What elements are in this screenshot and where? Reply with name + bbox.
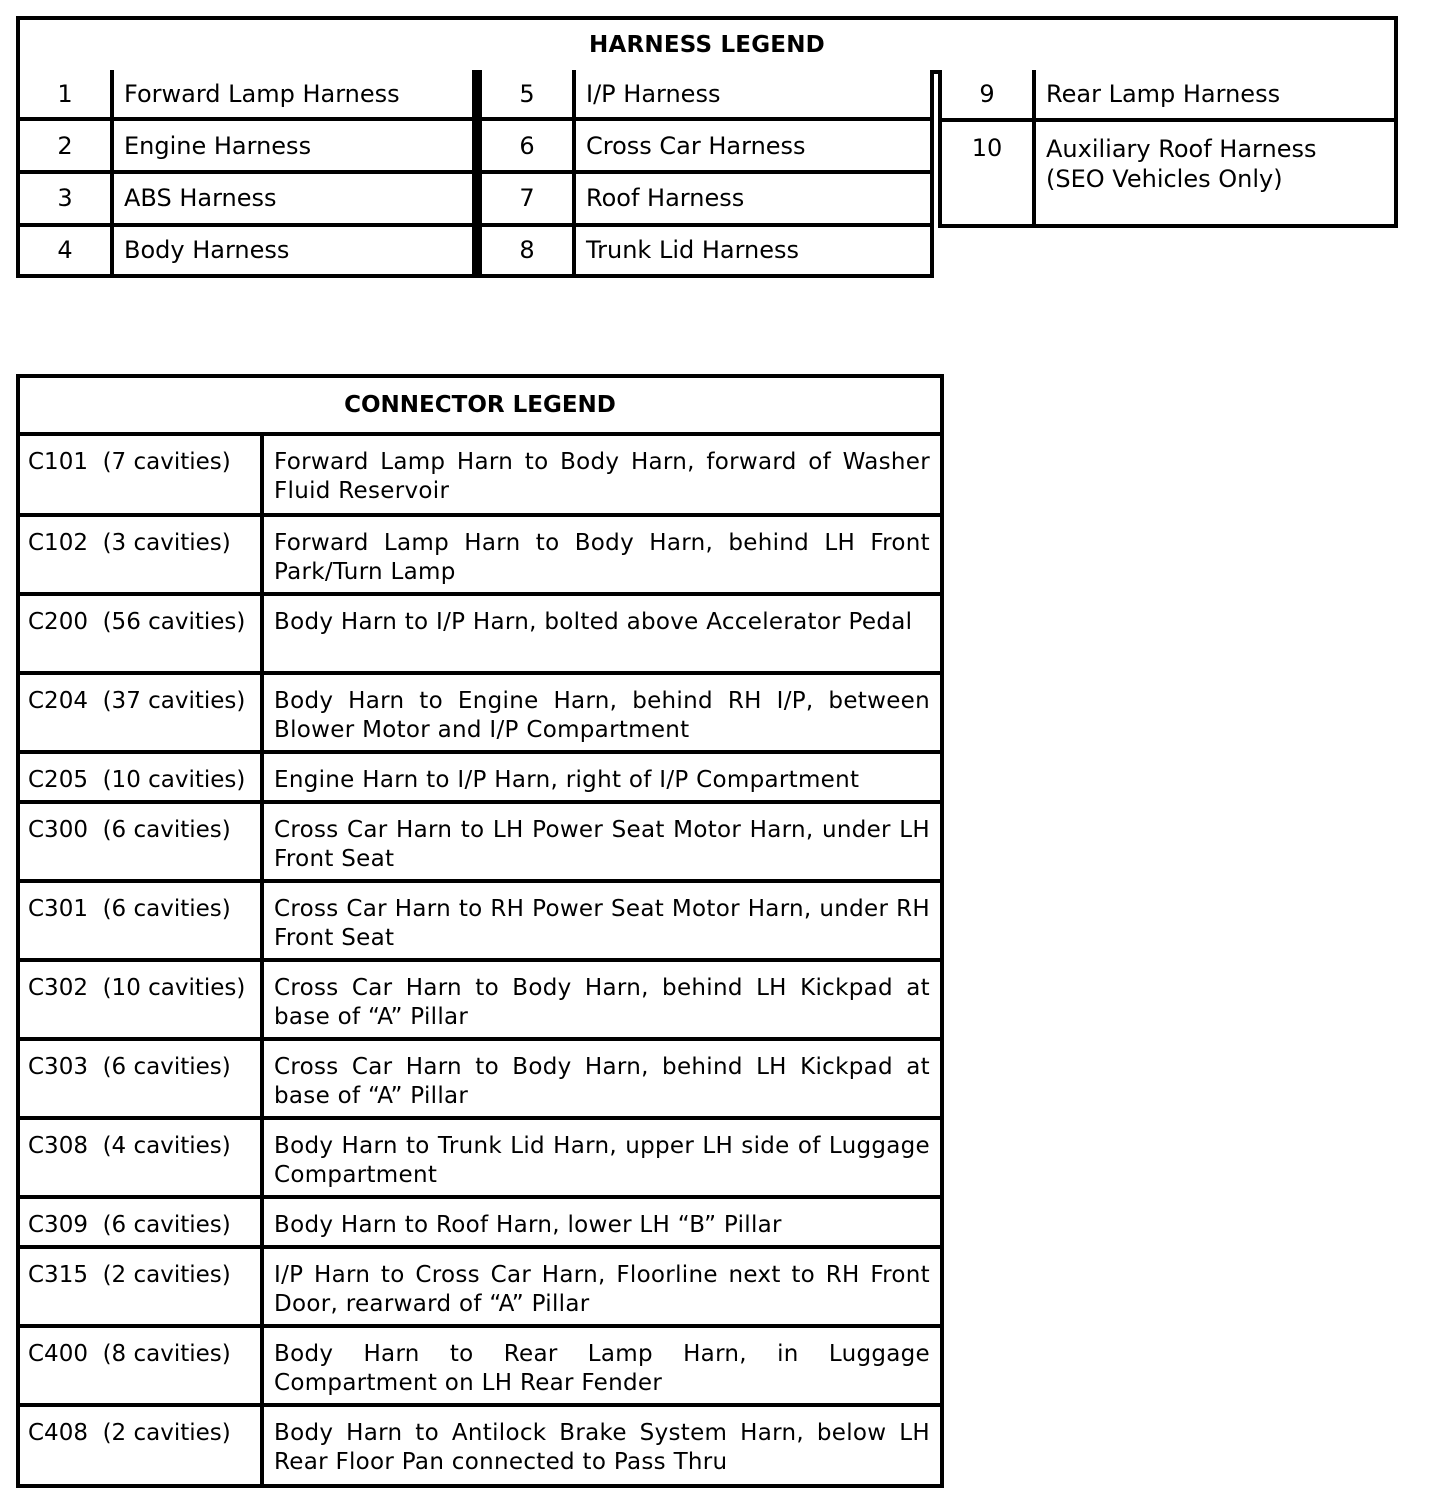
harness-number: 7 bbox=[482, 172, 574, 225]
harness-number: 8 bbox=[482, 225, 574, 274]
harness-number: 5 bbox=[482, 70, 574, 119]
connector-id: C205 (10 cavities) bbox=[20, 752, 262, 802]
connector-description: Body Harn to I/P Harn, bolted above Accelerator Pedal bbox=[262, 594, 940, 673]
harness-name: Auxiliary Roof Harness bbox=[1046, 135, 1317, 163]
connector-row bbox=[20, 802, 940, 881]
connector-description: Body Harn to Engine Harn, behind RH I/P, between Blower Motor and I/P Compartment bbox=[262, 673, 940, 752]
connector-description: Cross Car Harn to LH Power Seat Motor Harn, under LH Front Seat bbox=[262, 802, 940, 881]
harness-group-3 bbox=[938, 70, 1398, 228]
connector-description: Engine Harn to I/P Harn, right of I/P Compartment bbox=[262, 752, 940, 802]
harness-name: Forward Lamp Harness bbox=[112, 70, 472, 119]
connector-description: Cross Car Harn to Body Harn, behind LH Kickpad at base of “A” Pillar bbox=[262, 960, 940, 1039]
connector-description: I/P Harn to Cross Car Harn, Floorline next to RH Front Door, rearward of “A” Pillar bbox=[262, 1247, 940, 1326]
connector-legend-title: CONNECTOR LEGEND bbox=[20, 378, 940, 436]
harness-row bbox=[482, 70, 930, 119]
harness-row bbox=[942, 120, 1394, 224]
harness-row bbox=[20, 70, 472, 119]
connector-description: Body Harn to Roof Harn, lower LH “B” Pillar bbox=[262, 1197, 940, 1247]
connector-description: Forward Lamp Harn to Body Harn, forward of Washer Fluid Reservoir bbox=[262, 436, 940, 515]
harness-number: 6 bbox=[482, 119, 574, 172]
connector-row bbox=[20, 1039, 940, 1118]
connector-id: C204 (37 cavities) bbox=[20, 673, 262, 752]
connector-description: Body Harn to Rear Lamp Harn, in Luggage Compartment on LH Rear Fender bbox=[262, 1326, 940, 1405]
connector-description: Cross Car Harn to Body Harn, behind LH Kickpad at base of “A” Pillar bbox=[262, 1039, 940, 1118]
connector-id: C102 (3 cavities) bbox=[20, 515, 262, 594]
connector-id: C308 (4 cavities) bbox=[20, 1118, 262, 1197]
connector-id: C101 (7 cavities) bbox=[20, 436, 262, 515]
harness-legend-title: HARNESS LEGEND bbox=[16, 16, 1398, 74]
connector-id: C408 (2 cavities) bbox=[20, 1405, 262, 1484]
harness-name: ABS Harness bbox=[112, 172, 472, 225]
connector-description: Body Harn to Antilock Brake System Harn, below LH Rear Floor Pan connected to Pass Thru bbox=[274, 1420, 930, 1475]
harness-number: 4 bbox=[20, 225, 112, 274]
harness-row bbox=[482, 225, 930, 274]
connector-id: C300 (6 cavities) bbox=[20, 802, 262, 881]
harness-number: 3 bbox=[20, 172, 112, 225]
harness-row bbox=[20, 172, 472, 225]
harness-name-cell bbox=[1034, 120, 1394, 224]
connector-row bbox=[20, 1405, 940, 1484]
harness-group-1 bbox=[16, 70, 476, 278]
harness-group-2 bbox=[478, 70, 934, 278]
connector-description: Cross Car Harn to RH Power Seat Motor Harn, under RH Front Seat bbox=[262, 881, 940, 960]
harness-name: Cross Car Harness bbox=[574, 119, 930, 172]
connector-id: C303 (6 cavities) bbox=[20, 1039, 262, 1118]
harness-name: I/P Harness bbox=[574, 70, 930, 119]
connector-row bbox=[20, 960, 940, 1039]
connector-row bbox=[20, 1118, 940, 1197]
harness-row bbox=[482, 119, 930, 172]
connector-row bbox=[20, 1326, 940, 1405]
harness-number: 2 bbox=[20, 119, 112, 172]
connector-row bbox=[20, 881, 940, 960]
connector-row bbox=[20, 1197, 940, 1247]
connector-row bbox=[20, 1247, 940, 1326]
connector-legend bbox=[16, 374, 944, 1488]
connector-row bbox=[20, 673, 940, 752]
connector-row bbox=[20, 436, 940, 515]
connector-id: C400 (8 cavities) bbox=[20, 1326, 262, 1405]
connector-id: C200 (56 cavities) bbox=[20, 594, 262, 673]
harness-row bbox=[482, 172, 930, 225]
harness-name-note: (SEO Vehicles Only) bbox=[1046, 165, 1283, 193]
harness-row bbox=[20, 119, 472, 172]
connector-id: C315 (2 cavities) bbox=[20, 1247, 262, 1326]
harness-name: Body Harness bbox=[124, 236, 290, 265]
harness-number: 10 bbox=[942, 120, 1034, 224]
connector-row bbox=[20, 515, 940, 594]
harness-number: 9 bbox=[942, 70, 1034, 120]
harness-name: Engine Harness bbox=[112, 119, 472, 172]
connector-table bbox=[20, 436, 940, 1484]
harness-name: Trunk Lid Harness bbox=[586, 236, 800, 265]
harness-row bbox=[20, 225, 472, 274]
harness-row bbox=[942, 70, 1394, 120]
harness-name: Rear Lamp Harness bbox=[1034, 70, 1394, 120]
connector-description: Forward Lamp Harn to Body Harn, behind LH Front Park/Turn Lamp bbox=[262, 515, 940, 594]
connector-id: C302 (10 cavities) bbox=[20, 960, 262, 1039]
harness-number: 1 bbox=[20, 70, 112, 119]
harness-name: Roof Harness bbox=[574, 172, 930, 225]
connector-id: C301 (6 cavities) bbox=[20, 881, 262, 960]
connector-id: C309 (6 cavities) bbox=[20, 1197, 262, 1247]
connector-row bbox=[20, 752, 940, 802]
connector-description: Body Harn to Trunk Lid Harn, upper LH side of Luggage Compartment bbox=[262, 1118, 940, 1197]
connector-row bbox=[20, 594, 940, 673]
